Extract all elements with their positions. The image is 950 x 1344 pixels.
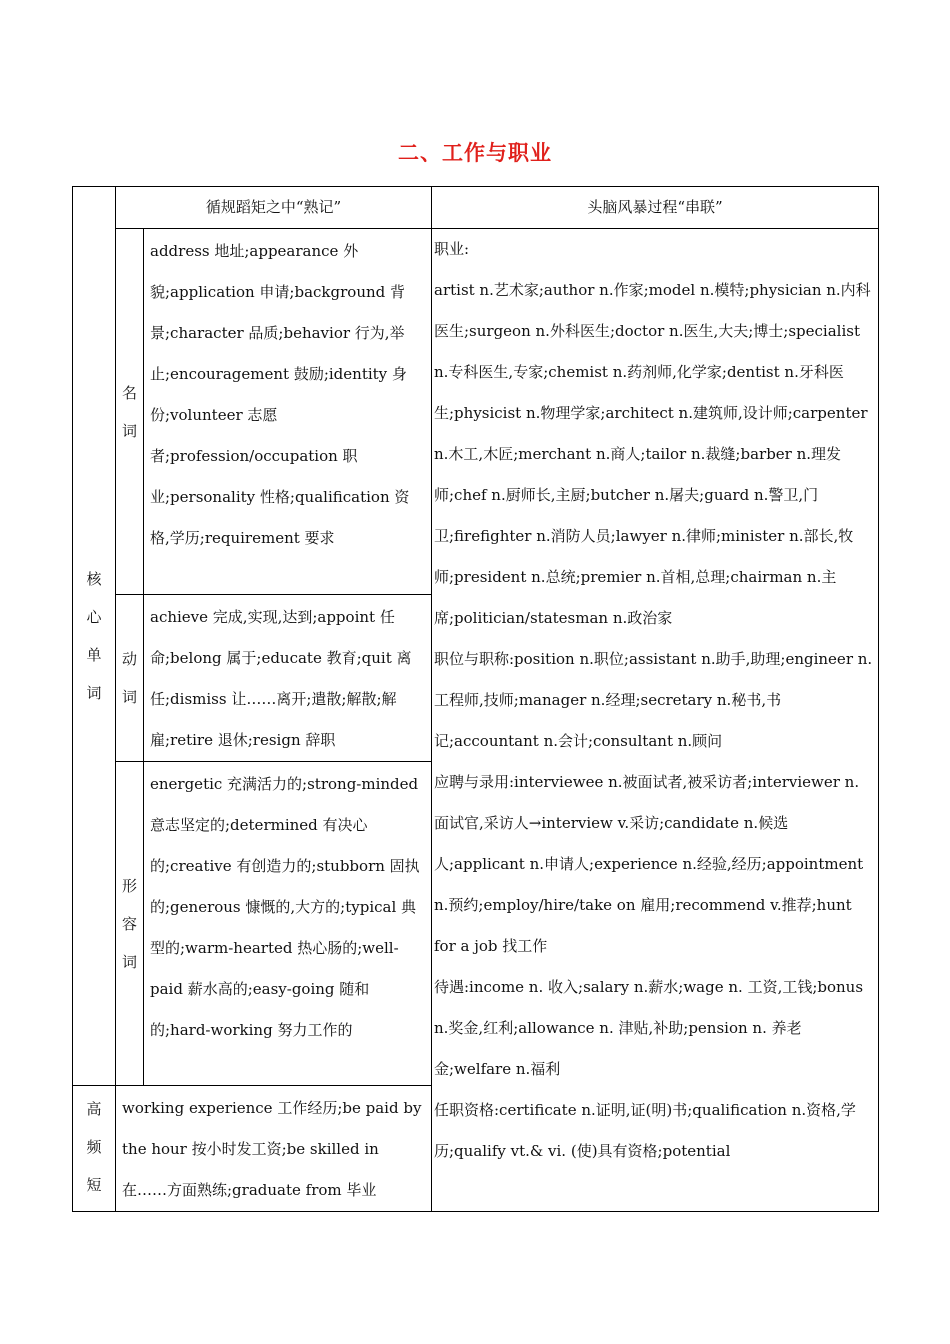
- paragraph-pay: 待遇:income n. 收入;salary n.薪水;wage n. 工资,工钱;bonus n.奖金,红利;allowance n. 津贴,补助;pension n. 养老金;welfare n.福利: [434, 978, 864, 1078]
- paragraph-qualifications: 任职资格:certificate n.证明,证(明)书;qualification n.资格,学历;qualify vt.& vi. (使)具有资格;potential: [434, 1101, 856, 1160]
- group-core-words: 核 心 单 词: [73, 187, 116, 1086]
- vocabulary-table: [72, 186, 879, 1212]
- header-row: [73, 187, 879, 229]
- paragraph-occupations: artist n.艺术家;author n.作家;model n.模特;physician n.内科医生;surgeon n.外科医生;doctor n.医生,大夫;博士;specialist n.专科医生,专家;chemist n.药剂师,化学家;dentist n.牙科医生;physicist n.物理学家;architect n.建筑师,设计师;carpenter n.木工,木匠;merchant n.商人;tailor n.裁缝;barber n.理发师;chef n.厨师长,主厨;butcher n.屠夫;guard n.警卫,门卫;firefighter n.消防人员;lawyer n.律师;minister n.部长,牧师;president n.总统;premier n.首相,总理;chairman n.主席;politician/statesman n.政治家: [434, 281, 871, 627]
- right-column-header: 头脑风暴过程“串联”: [432, 187, 879, 229]
- paragraph-occupation-heading: 职业:: [434, 240, 470, 258]
- group-high-frequency-phrases: 高 频 短: [73, 1086, 116, 1212]
- sub-label-adjective: 形 容 词: [116, 762, 144, 1086]
- verb-words-cell: achieve 完成,实现,达到;appoint 任命;belong 属于;educate 教育;quit 离任;dismiss 让……离开;遣散;解散;解雇;retire 退休;resign 辞职: [144, 595, 432, 762]
- page-title: 二、工作与职业: [398, 141, 552, 165]
- left-column-header: 循规蹈矩之中“熟记”: [116, 187, 432, 229]
- noun-row: [73, 229, 879, 595]
- phrase-words-cell: working experience 工作经历;be paid by the hour 按小时发工资;be skilled in 在……方面熟练;graduate from 毕业: [116, 1086, 432, 1212]
- paragraph-recruitment: 应聘与录用:interviewee n.被面试者,被采访者;interviewer n.面试官,采访人→interview v.采访;candidate n.候选人;applicant n.申请人;experience n.经验,经历;appointment n.预约;employ/hire/take on 雇用;recommend v.推荐;hunt for a job 找工作: [434, 773, 864, 955]
- sub-label-noun: 名 词: [116, 229, 144, 595]
- adjective-words-cell: energetic 充满活力的;strong-minded 意志坚定的;determined 有决心的;creative 有创造力的;stubborn 固执的;generous 慷慨的,大方的;typical 典型的;warm-hearted 热心肠的;well-paid 薪水高的;easy-going 随和的;hard-working 努力工作的: [144, 762, 432, 1086]
- sub-label-verb: 动 词: [116, 595, 144, 762]
- paragraph-positions: 职位与职称:position n.职位;assistant n.助手,助理;engineer n.工程师,技师;manager n.经理;secretary n.秘书,书记;accountant n.会计;consultant n.顾问: [434, 650, 873, 750]
- noun-words-cell: address 地址;appearance 外貌;application 申请;background 背景;character 品质;behavior 行为,举止;encouragement 鼓励;identity 身份;volunteer 志愿者;profession/occupation 职业;personality 性格;qualification 资格,学历;requirement 要求: [144, 229, 432, 595]
- brainstorm-cell: [432, 229, 879, 1212]
